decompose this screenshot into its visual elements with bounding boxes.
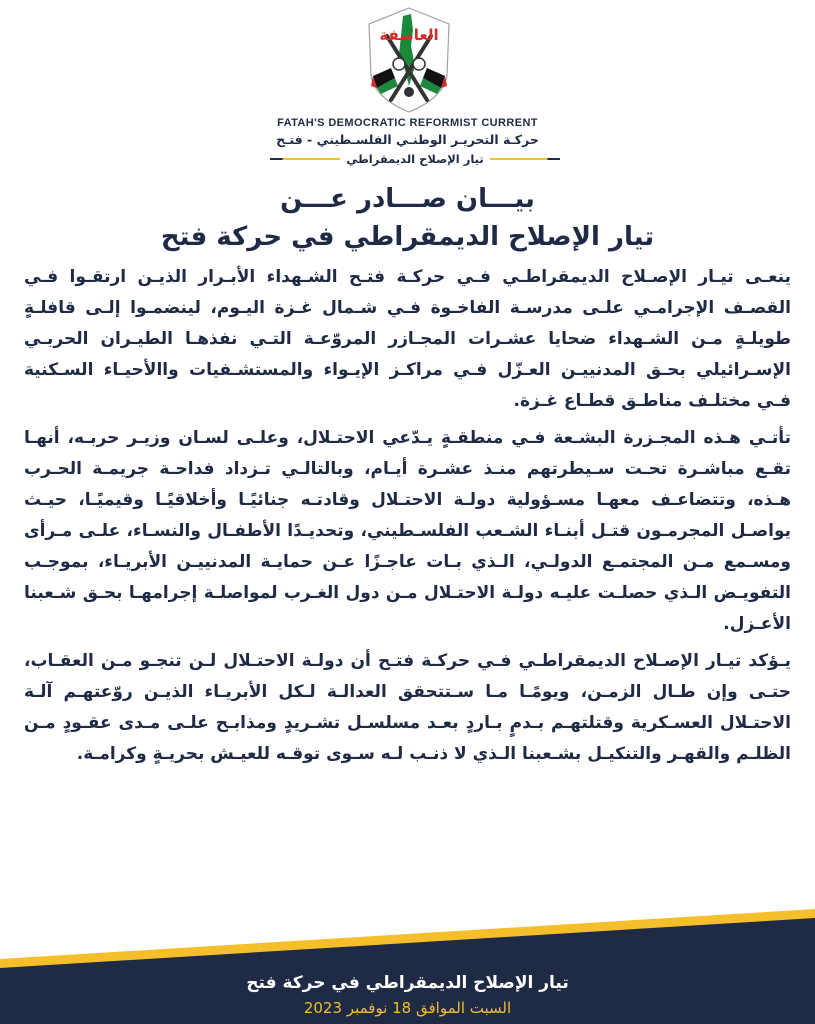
paragraph: يـؤكد تيـار الإصـلاح الديمقراطـي فـي حركـة فتـح أن دولـة الاحتـلال لـن تنجـو مـن العقـاب، حتـى وإن طـال الزمـن، ويومًـا مـا سـتتحقق العدالـة لـكل الأبريـاء الذيـن روّعتهـم آلـة الاحتـلال العسـكرية وقتلتهـم بـدمٍ بـاردٍ بعـد مسلسـل تشـريدٍ ومذابـح علـى مـدى عقـودٍ مـن الظلـم والقهـر والتنكيـل بشـعبنا الـذي لا ذنـب لـه سـوى توقـه للعيـش بحريـةٍ وكرامـة. <box>24 651 791 764</box>
emblem-hand-right <box>413 58 425 70</box>
statement-title <box>0 180 815 256</box>
footer-date: السبت الموافق 18 نوفمبر 2023 <box>303 999 512 1017</box>
emblem-calligraphy: العاصفة <box>379 26 439 44</box>
org-name-english: FATAH'S DEMOCRATIC REFORMIST CURRENT <box>277 117 538 129</box>
paragraph: تأتـي هـذه المجـزرة البشـعة فـي منطقـةٍ يـدّعي الاحتـلال، وعلـى لسـان وزيـر حربـه، أنهـا تقـع مباشـرة تحـت سـيطرتهم منـذ عشـرة أيـام، وبالتالـي تـزداد فداحـة جريمـة الحـرب هـذه، وتتضاعـف معهـا مسـؤولية دولـة الاحتـلال وقادتـه جنائيًـا وأخلاقيًـا وقيميًـا، حيـث يواصـل المجرمـون قتـل أبنـاء الشـعب الفلسـطيني، وتحديـدًا الأطفـال والنسـاء، علـى مـرأى ومسـمع مـن المجتمـع الدولـي، الـذي بـات عاجـزًا عـن حمايـة المدنييـن الأبريـاء، بموجـب التفويـض الـذي حصلـت عليـه دولـة الاحتـلال مـن دول الغـرب لمواصلـة إجرامهـا بحـق شـعبنا الأعـزل. <box>24 428 791 634</box>
footer <box>0 970 815 1020</box>
divider-left <box>270 158 340 160</box>
emblem-grenade <box>404 87 414 97</box>
org-subtitle: تيار الإصلاح الديمقراطي <box>346 152 484 166</box>
fatah-emblem-icon <box>365 6 453 114</box>
title-line-1: بيـــان صـــادر عـــن <box>280 184 535 214</box>
emblem-hand-left <box>393 58 405 70</box>
statement-body <box>24 262 791 776</box>
footer-org-name: تيار الإصلاح الديمقراطي في حركة فتح <box>246 973 569 993</box>
letterhead <box>0 0 815 175</box>
paragraph: ينعـى تيـار الإصـلاح الديمقراطـي فـي حركـة فتـح الشـهداء الأبـرار الذيـن ارتقـوا فـي القصـف الإجرامـي علـى مدرسـة الفاخـوة فـي شـمال غـزة اليـوم، لينضمـوا إلـى قافلـةٍ طويلـةٍ مـن الشـهداء ضحايا عشـرات المجـازر المروّعـة التـي نفذهـا الطيـران الحربـي الإسـرائيلي بحـق المدنييـن العـزّل فـي مراكـز الإيـواء والمستشـفيات واالأحيـاء السـكنية فـي مختلـف مناطـق قطـاع غـزة. <box>24 267 791 411</box>
org-name-arabic: حركـة التحريـر الوطنـي الفلسـطيني - فتـح <box>276 132 539 147</box>
title-line-2: تيار الإصلاح الديمقراطي في حركة فتح <box>160 222 655 252</box>
divider-right <box>490 158 560 160</box>
org-subtitle-row <box>270 150 560 168</box>
